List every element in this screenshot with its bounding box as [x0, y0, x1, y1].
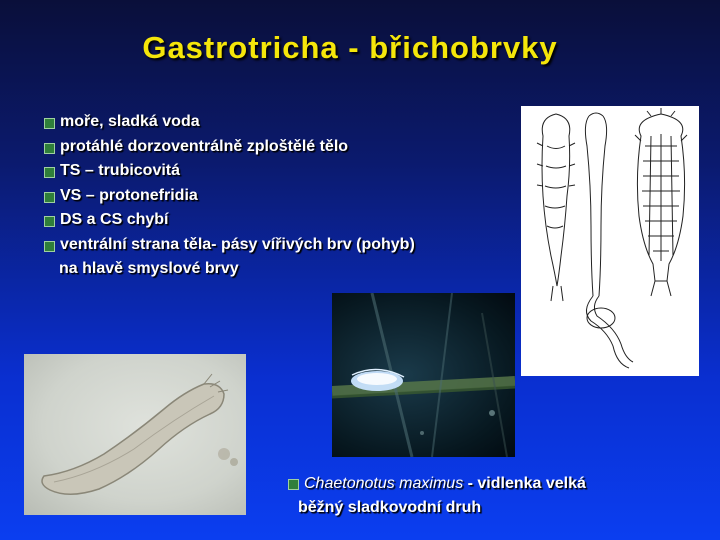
- bullet-marker-icon: [44, 118, 55, 129]
- specimen-photo-filament: [332, 293, 515, 457]
- slide-title: Gastrotricha - břichobrvky: [142, 30, 558, 65]
- bullet-marker-icon: [44, 192, 55, 203]
- bullet-marker-icon: [44, 216, 55, 227]
- species-description: běžný sladkovodní druh: [298, 499, 482, 516]
- bullet-item: [44, 233, 514, 258]
- species-caption: [288, 472, 586, 520]
- bullet-item: [44, 110, 514, 135]
- bullet-item: [44, 159, 514, 184]
- specimen-drawing: [521, 106, 699, 376]
- bullet-text: TS – trubicovitá: [60, 162, 181, 179]
- bullet-text: VS – protonefridia: [60, 186, 198, 204]
- bullet-text: protáhlé dorzoventrálně zploštělé tělo: [60, 137, 349, 155]
- bullet-item: [44, 135, 514, 160]
- species-common-name: - vidlenka velká: [463, 475, 586, 492]
- bullet-text: ventrální strana těla- pásy vířivých brv (pohyb): [60, 235, 415, 253]
- bullet-text: moře, sladká voda: [60, 113, 200, 130]
- bullet-continuation: na hlavě smyslové brvy: [59, 260, 239, 277]
- bullet-marker-icon: [288, 479, 299, 490]
- bullet-marker-icon: [44, 241, 55, 252]
- bullet-item: [44, 184, 514, 209]
- bullet-marker-icon: [44, 143, 55, 154]
- species-name: Chaetonotus maximus: [304, 475, 464, 492]
- bullet-list: [44, 110, 514, 282]
- bullet-marker-icon: [44, 167, 55, 178]
- bullet-text: DS a CS chybí: [60, 211, 169, 228]
- specimen-photo-micrograph: [24, 354, 246, 515]
- bullet-item: [44, 208, 514, 233]
